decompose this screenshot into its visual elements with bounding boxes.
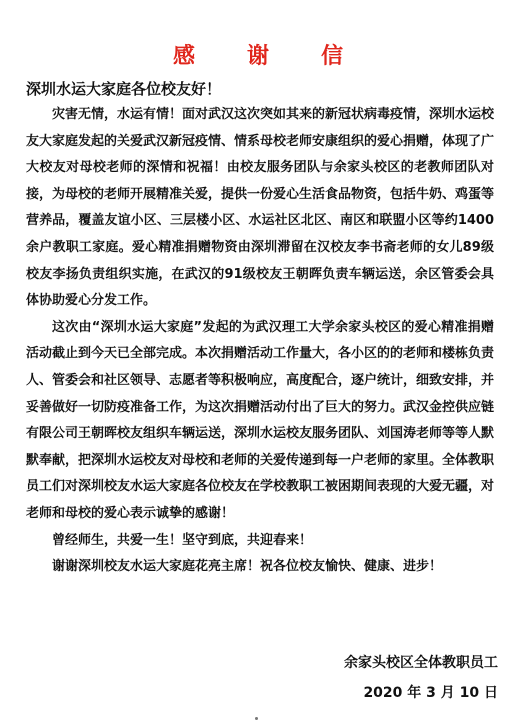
letter-date: 2020 年 3 月 10 日 bbox=[363, 685, 498, 701]
letter-title: 感谢信 bbox=[172, 44, 395, 69]
paragraph-1: 灾害无情，水运有情！面对武汉这次突如其来的新冠状病毒疫情，深圳水运校友大家庭发起的关爱武汉新冠疫情、情系母校老师安康组织的爱心捐赠，体现了广大校友对母校老师的深情和祝福！由校友服务团队与余家头校区的老教师团队对接，为母校的老师开展精准关爱，提供一份爱心生活食品物资，包括牛奶、鸡蛋等营养品，覆盖友谊小区、三层楼小区、水运社区北区、南区和联盟小区等约1400余户教职工家庭。爱心精准捐赠物资由深圳滞留在汉校友李书斋老师的女儿89级校友李扬负责组织实施，在武汉的91级校友王朝晖负责车辆运送，余区管委会具体协助爱心分发工作。 bbox=[26, 107, 495, 309]
letter-body bbox=[26, 102, 494, 581]
page-marker-dot bbox=[255, 717, 258, 720]
letter-salutation: 深圳水运大家庭各位校友好！ bbox=[26, 80, 222, 98]
paragraph-4: 谢谢深圳校友水运大家庭花亮主席！祝各位校友愉快、健康、进步！ bbox=[52, 559, 443, 575]
paragraph-2: 这次由“深圳水运大家庭”发起的为武汉理工大学余家头校区的爱心精准捐赠活动截止到今天已全部完成。本次捐赠活动工作量大，各小区的的老师和楼栋负责人、管委会和社区领导、志愿者等积极响应，高度配合，逐户统计，细致安排，并妥善做好一切防疫准备工作，为这次捐赠活动付出了巨大的努力。武汉金控供应链有限公司王朝晖校友组织车辆运送，深圳水运校友服务团队、刘国涛老师等等人默默奉献，把深圳水运校友对母校和老师的关爱传递到每一户老师的家里。全体教职员工们对深圳校友水运大家庭各位校友在学校教职工被困期间表现的大爱无疆，对老师和母校的爱心表示诚挚的感谢！ bbox=[26, 319, 495, 521]
paragraph-3: 曾经师生，共爱一生！坚守到底，共迎春来！ bbox=[52, 532, 313, 548]
signature: 余家头校区全体教职员工 bbox=[344, 655, 498, 671]
